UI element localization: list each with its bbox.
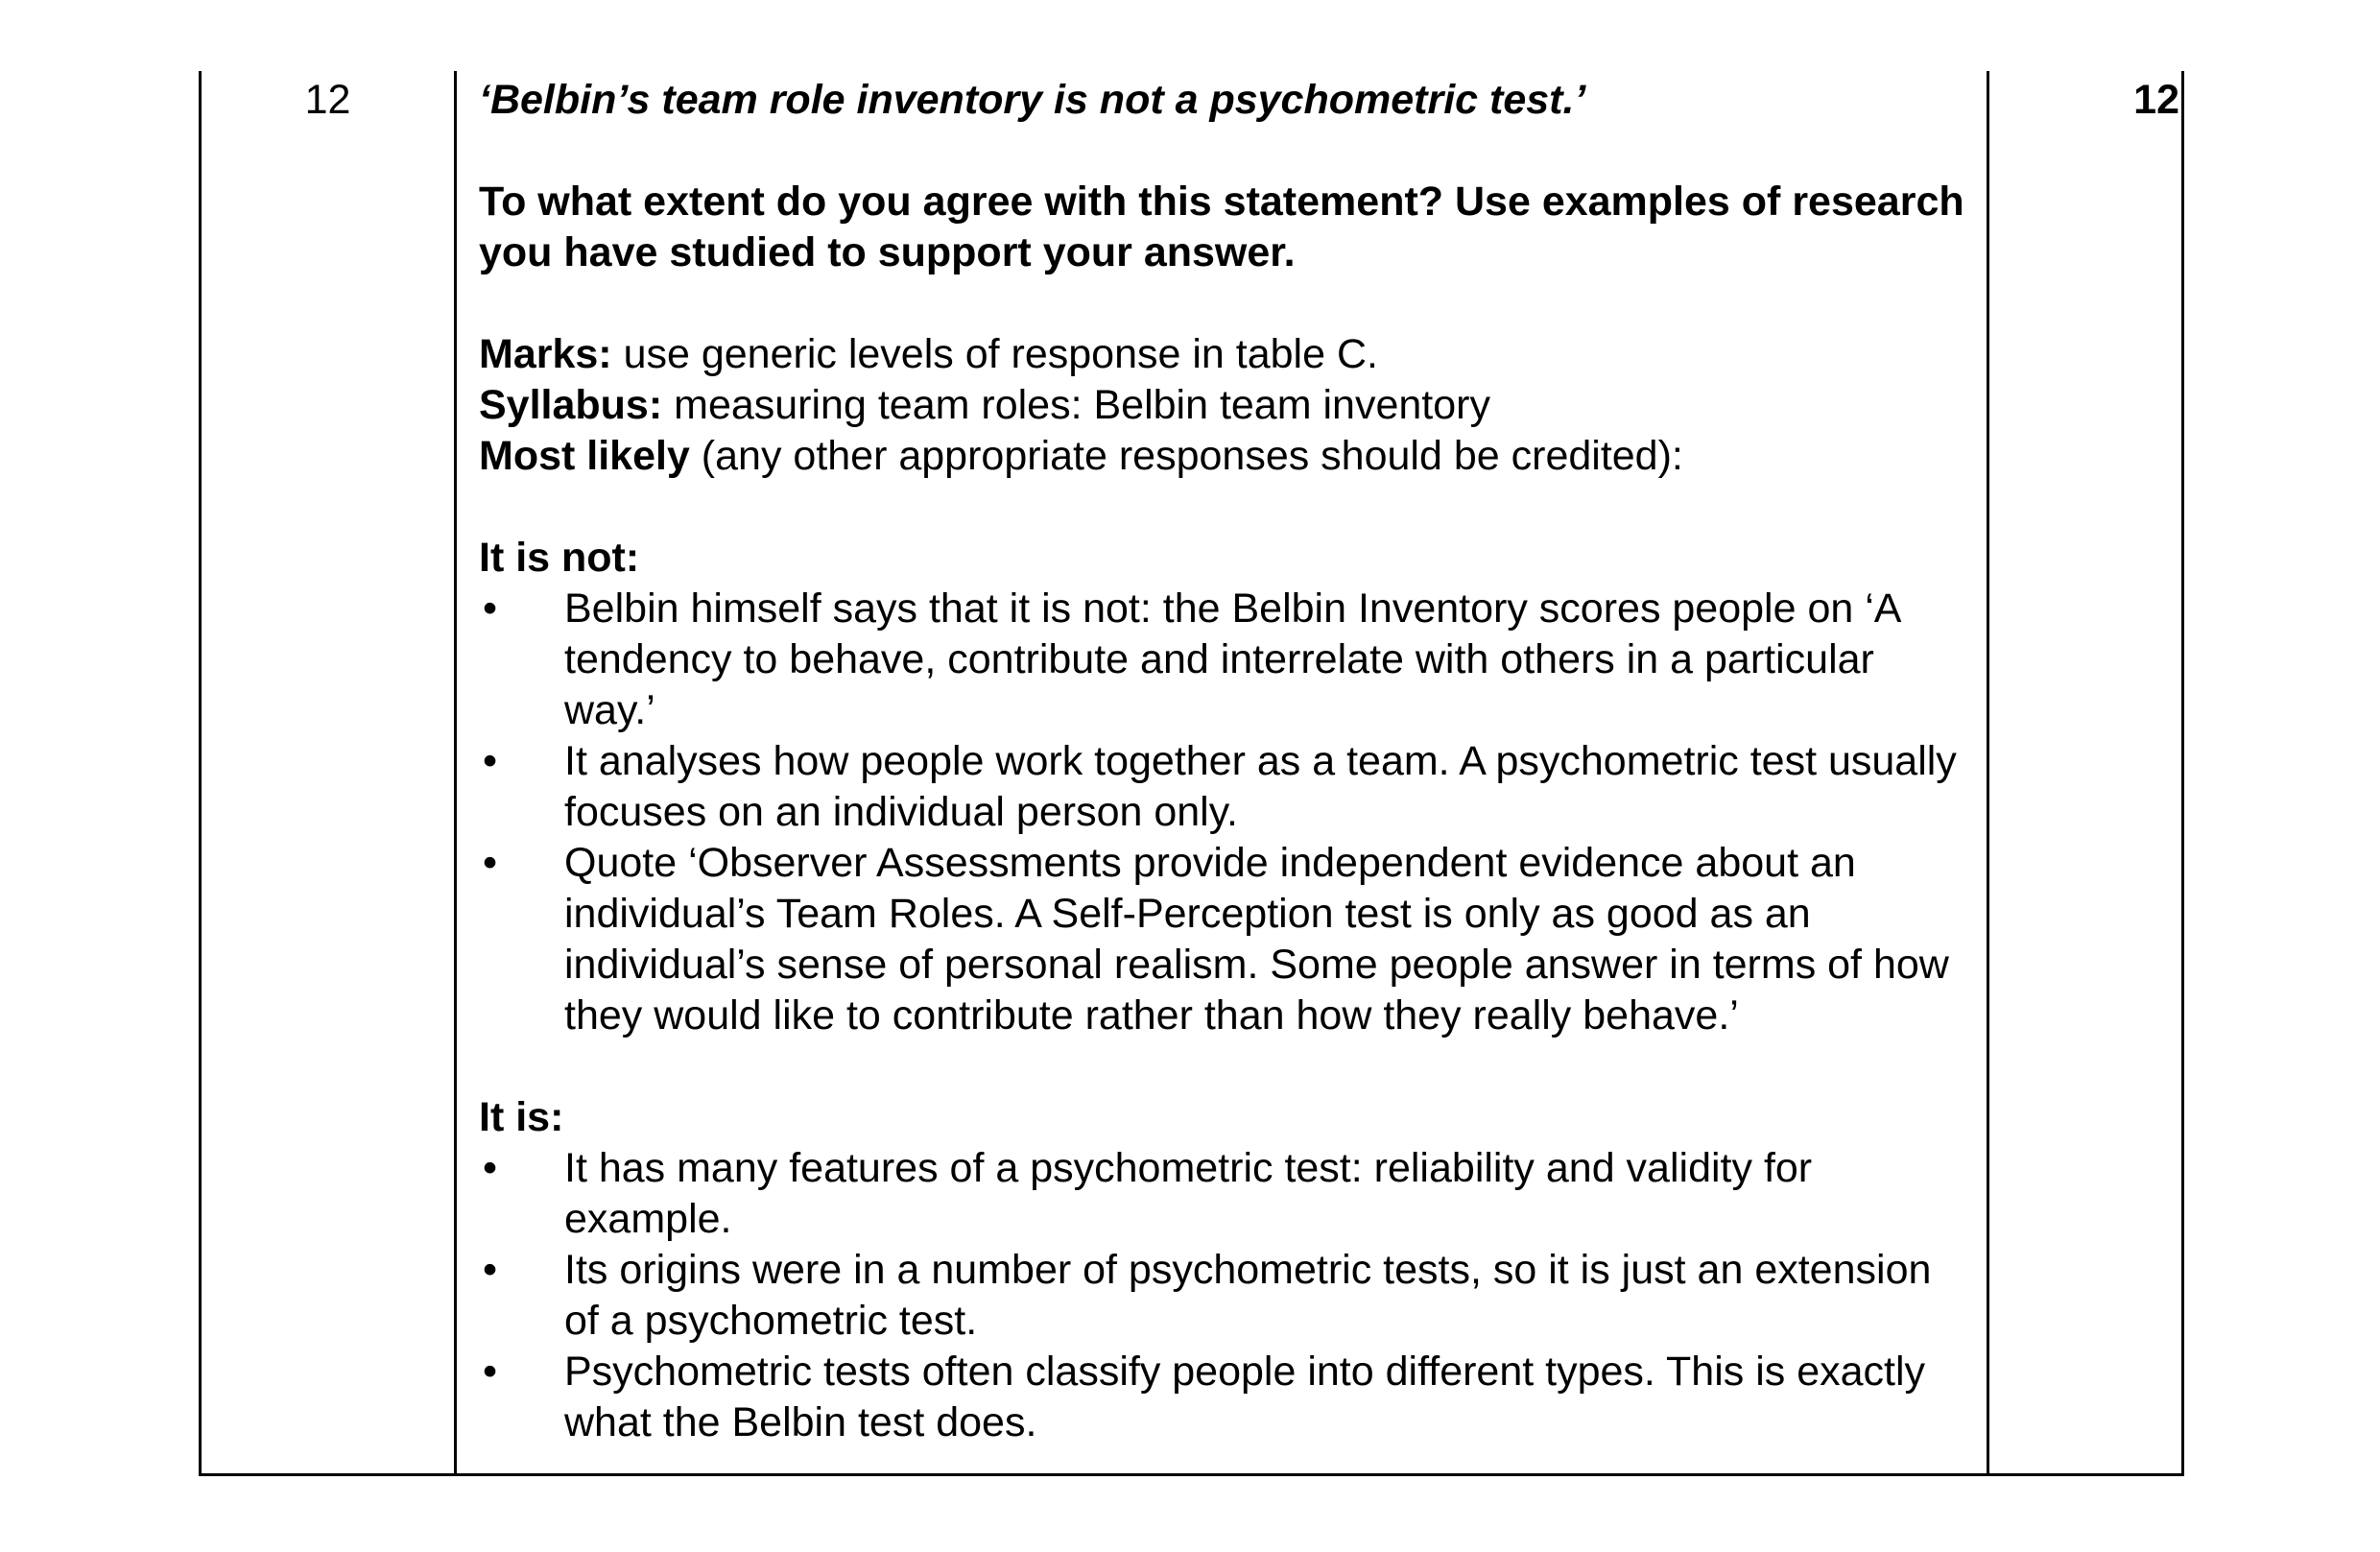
bullet-icon: • [483, 1247, 498, 1293]
bullet-icon: • [483, 1349, 498, 1395]
marks-label: Marks: [479, 331, 612, 377]
most-likely-line [479, 431, 1976, 482]
column-divider [454, 71, 457, 1473]
marks-text: use generic levels of response in table C. [611, 331, 1378, 377]
it-is-list [479, 1143, 1976, 1448]
list-item: • It has many features of a psychometric test: reliability and validity for example. [483, 1145, 1813, 1242]
list-item: • Psychometric tests often classify people into different types. This is exactly what the Belbin test does. [483, 1349, 1926, 1445]
bullet-icon: • [483, 738, 498, 784]
question-number: 12 [304, 77, 351, 123]
bullet-icon: • [483, 1145, 498, 1191]
most-likely-text: (any other appropriate responses should be credited): [689, 433, 1683, 479]
syllabus-label: Syllabus: [479, 382, 663, 428]
most-likely-label: Most likely [479, 433, 690, 479]
bullet-icon: • [483, 840, 498, 886]
list-item: • It analyses how people work together as a team. A psychometric test usually focuses on an individual person only. [483, 738, 1957, 835]
bullet-icon: • [483, 585, 498, 632]
column-divider [1987, 71, 1989, 1473]
mark-scheme-table [199, 71, 2184, 1476]
list-item: • Belbin himself says that it is not: the Belbin Inventory scores people on ‘A tendency to behave, contribute and interrelate with others in a particular way.’ [483, 585, 1900, 733]
it-is-not-heading: It is not: [479, 535, 640, 581]
marks-total: 12 [2133, 77, 2179, 123]
question-prompt: To what extent do you agree with this statement? Use examples of research you have studied to support your answer. [479, 179, 1964, 275]
syllabus-line [479, 380, 1976, 431]
list-item: • Quote ‘Observer Assessments provide independent evidence about an individual’s Team Roles. A Self-Perception test is only as good as an individual’s sense of personal realism. Some people answer in terms of how they would like to contribute rather than how they really behave.’ [483, 840, 1949, 1039]
list-item: • Its origins were in a number of psychometric tests, so it is just an extension of a psychometric test. [483, 1247, 1932, 1344]
syllabus-text: measuring team roles: Belbin team inventory [662, 382, 1490, 428]
question-statement: ‘Belbin’s team role inventory is not a psychometric test.’ [479, 77, 1586, 123]
it-is-not-list [479, 584, 1976, 1041]
it-is-heading: It is: [479, 1094, 564, 1140]
marks-line [479, 329, 1976, 380]
answer-content [479, 75, 1976, 1448]
